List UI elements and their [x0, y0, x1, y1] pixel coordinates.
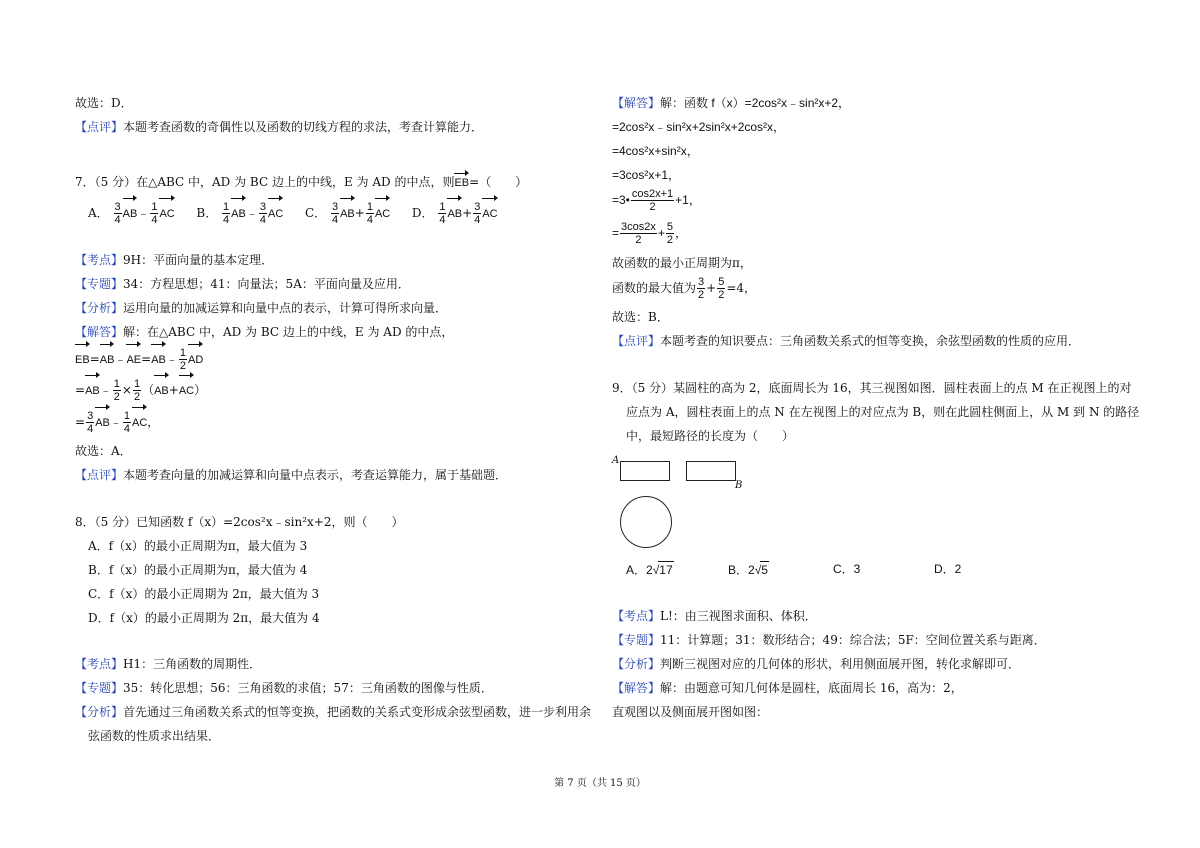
q7-option-b-label: B．	[196, 206, 218, 220]
figure-label-a: A	[612, 455, 620, 466]
front-view-rect	[620, 461, 670, 481]
zhuanti-text: 11：计算题；31：数形结合；49：综合法；5F：空间位置关系与距离．	[660, 633, 1046, 647]
answer-line: 故选：D．	[75, 96, 133, 110]
fraction: $\frac{1}{4}$	[439, 201, 446, 226]
max-result: =4，	[726, 281, 757, 295]
q8-zhuanti	[75, 680, 493, 696]
kaodian-text: 9H：平面向量的基本定理．	[123, 253, 274, 267]
q7-option-d-label: D．	[411, 206, 434, 220]
comment-line	[75, 119, 483, 135]
fenxi-text: 首先通过三角函数关系式的恒等变换，把函数的关系式变形成余弦型函数，进一步利用余	[123, 705, 592, 719]
jieda-tag: 【解答】	[612, 681, 661, 695]
q9-stem-1: 9．（5 分）某圆柱的高为 2，底面周长为 16，其三视图如图．圆柱表面上的点 M 在正视图上的对	[612, 381, 1132, 395]
q7-stem	[75, 171, 527, 191]
fenxi-tag: 【分析】	[75, 705, 124, 719]
q8-option-b: B．f（x）的最小正周期为π，最大值为 4	[88, 563, 308, 577]
q7-step2: =AB﹣ $\frac{1}{2}$ × $\frac{1}{2}$ （AB+AC）	[75, 373, 206, 405]
fraction: $\frac{1}{4}$	[366, 201, 373, 226]
kaodian-text: H1：三角函数的周期性．	[123, 657, 262, 671]
q7-option-c-label: C．	[304, 206, 327, 220]
zhuanti-tag: 【专题】	[612, 633, 661, 647]
q7-option-a-label: A．	[88, 206, 109, 220]
fenxi-text: 运用向量的加减运算和向量中点的表示，计算可得所求向量．	[123, 301, 448, 315]
q9-last-line: 直观图以及侧面展开图如图：	[612, 705, 769, 719]
q8-step5: = $\frac{3\cos 2x}{2}$ + $\frac{5}{2}$ ，	[612, 221, 688, 247]
vector-ac: AC	[482, 196, 497, 228]
q8-option-c: C．f（x）的最小正周期为 2π，最大值为 3	[88, 587, 320, 601]
q8-step4: =3• $\frac{\cos 2x+1}{2}$ +1，	[612, 188, 701, 214]
q7-fenxi	[75, 300, 447, 316]
vector-ac: AC	[159, 196, 174, 228]
q8-step3: =3cos²x+1，	[612, 168, 681, 182]
zhuanti-text: 34：方程思想；41：向量法；5A：平面向量及应用．	[123, 277, 410, 291]
kaodian-tag: 【考点】	[75, 657, 124, 671]
q7-step3: = $\frac{3}{4}$ AB﹣ $\frac{1}{4}$ AC，	[75, 405, 159, 437]
q7-jieda	[75, 324, 453, 340]
comment-text: 本题考查函数的奇偶性以及函数的切线方程的求法，考查计算能力．	[123, 120, 484, 134]
q8-dianping	[612, 333, 1080, 349]
fenxi-text: 判断三视图对应的几何体的形状，利用侧面展开图，转化求解即可．	[660, 657, 1021, 671]
side-view-rect	[686, 461, 736, 481]
kaodian-tag: 【考点】	[75, 253, 124, 267]
zhuanti-text: 35：转化思想；56：三角函数的求值；57：三角函数的图像与性质．	[123, 681, 493, 695]
q7-zhuanti	[75, 276, 410, 292]
page-footer: 第 7 页（共 15 页）	[554, 778, 646, 789]
zhuanti-tag: 【专题】	[75, 277, 124, 291]
q8-kaodian	[75, 656, 261, 672]
dianping-tag: 【点评】	[612, 334, 661, 348]
q9-option-a-text: A．2	[626, 563, 653, 577]
fraction: $\frac{1}{4}$	[223, 201, 230, 226]
q9-option-a: A．2√17	[626, 563, 673, 577]
q8-option-a: A．f（x）的最小正周期为π，最大值为 3	[88, 539, 308, 553]
q9-stem-3: 中，最短路径的长度为（ ）	[626, 429, 795, 443]
q7-dianping	[75, 467, 507, 483]
q8-max: 函数的最大值为 $\frac{3}{2}$ + $\frac{5}{2}$ =4，	[612, 276, 757, 301]
vector-ab: AB	[231, 196, 246, 228]
q8-step1: =2cos²x﹣sin²x+2sin²x+2cos²x，	[612, 120, 786, 134]
q8-jieda	[612, 95, 850, 111]
radicand: 5	[761, 563, 768, 577]
q9-jieda	[612, 680, 963, 696]
radicand: 17	[659, 563, 673, 577]
max-text: 函数的最大值为	[612, 281, 697, 295]
q8-option-d: D．f（x）的最小正周期为 2π，最大值为 4	[88, 611, 320, 625]
dianping-text: 本题考查向量的加减运算和向量中点表示，考查运算能力，属于基础题．	[123, 468, 508, 482]
jieda-tag: 【解答】	[75, 325, 124, 339]
dianping-tag: 【点评】	[75, 468, 124, 482]
q7-kaodian	[75, 252, 273, 268]
zhuanti-tag: 【专题】	[75, 681, 124, 695]
vector-ac: AC	[268, 196, 283, 228]
q7-options: A． $\frac{3}{4}$ AB﹣ $\frac{1}{4}$ AC B． $\frac{1}{4}$ AB﹣ $\frac{3}{4}$ AC C． $\frac{3}{4}$ AB+ $\frac{1}{4}$ AC D． $\frac{1}{4}$ AB+ $\frac{3}{4}$ AC	[88, 196, 498, 228]
vector-ab: AB	[447, 196, 462, 228]
q9-stem-2: 应点为 A，圆柱表面上的点 N 在左视图上的对应点为 B，则在此圆柱侧面上，从 M 到 N 的路径	[626, 405, 1140, 419]
q9-option-d: D．2	[934, 562, 962, 576]
fenxi-tag: 【分析】	[75, 301, 124, 315]
q8-stem: 8．（5 分）已知函数 f（x）=2cos²x﹣sin²x+2，则（ ）	[75, 515, 404, 529]
q7-stem-text: 7．（5 分）在△ABC 中，AD 为 BC 边上的中线，E 为 AD 的中点，则	[75, 175, 455, 189]
fraction: $\frac{3}{4}$	[259, 201, 266, 226]
fraction: $\frac{3}{4}$	[331, 201, 339, 226]
jieda-text: 解：在△ABC 中，AD 为 BC 边上的中线，E 为 AD 的中点，	[123, 325, 454, 339]
vector-ab: AB	[123, 196, 138, 228]
dianping-text: 本题考查的知识要点：三角函数关系式的恒等变换，余弦型函数的性质的应用．	[660, 334, 1081, 348]
kaodian-text: L!：由三视图求面积、体积．	[660, 609, 817, 623]
fenxi-tag: 【分析】	[612, 657, 661, 671]
q9-option-c: C．3	[833, 562, 861, 576]
fraction: $\frac{1}{4}$	[151, 201, 158, 226]
jieda-tag: 【解答】	[612, 96, 661, 110]
q8-step2: =4cos²x+sin²x，	[612, 144, 699, 158]
q9-kaodian	[612, 608, 817, 624]
q8-answer: 故选：B．	[612, 310, 669, 324]
top-view-circle	[620, 496, 672, 548]
vector-eb: EB	[454, 171, 469, 191]
comment-tag: 【点评】	[75, 120, 124, 134]
jieda-text: 解：由题意可知几何体是圆柱，底面周长 16，高为：2，	[660, 681, 963, 695]
fraction: $\frac{3}{4}$	[474, 201, 481, 226]
fraction: $\frac{3}{4}$	[114, 201, 121, 226]
q9-option-b-text: B．2	[728, 563, 755, 577]
jieda-text: 解：函数 f（x）=2cos²x﹣sin²x+2，	[660, 96, 851, 110]
q8-fenxi	[75, 704, 591, 720]
kaodian-tag: 【考点】	[612, 609, 661, 623]
q9-fenxi	[612, 656, 1020, 672]
vector-ab: AB	[340, 196, 355, 228]
q8-period: 故函数的最小正周期为π，	[612, 256, 752, 270]
q7-answer: 故选：A．	[75, 444, 132, 458]
q9-zhuanti	[612, 632, 1046, 648]
q7-step1: EB=AB﹣AE=AB﹣ $\frac{1}{2}$ AD	[75, 342, 203, 374]
vector-ac: AC	[375, 196, 390, 228]
q9-option-b: B．2√5	[728, 563, 768, 577]
q7-stem-end: =（ ）	[469, 175, 528, 189]
q8-fenxi-cont: 弦函数的性质求出结果．	[88, 729, 221, 743]
figure-label-b: B	[735, 480, 743, 491]
